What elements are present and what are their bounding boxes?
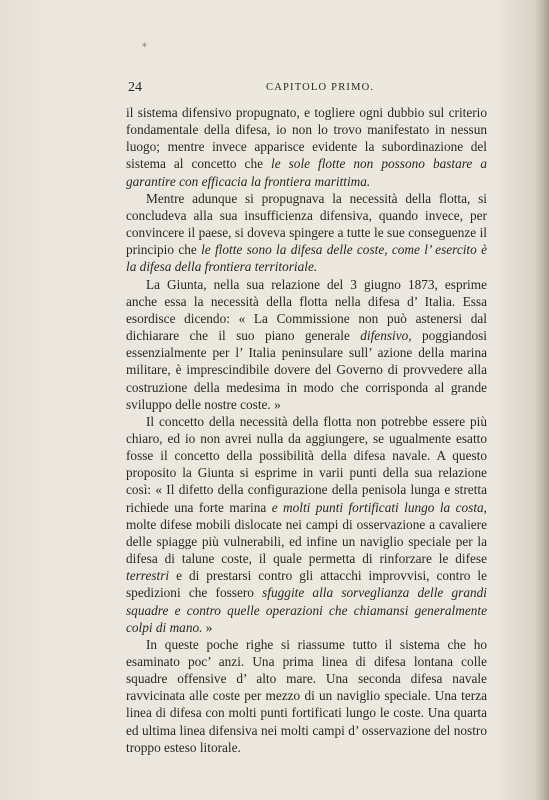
text-run: molte difese mobili dislocate nei campi di osservazione a cavaliere delle spiagge più vulnerabili, ed infine un naviglio speciale per la difesa di talune coste, il quale permetta di rinforzare le difese [126,516,487,567]
italic-run: sfuggite alla sorveglianza delle grandi squadre e contro quelle operazioni che chiamansi generalmente colpi di mano. [126,585,487,635]
paragraph-p2 [126,190,487,276]
italic-run: e molti punti fortificati lungo la costa, [271,499,487,515]
text-run: Il concetto della necessità della flotta non potrebbe essere più chiaro, ed io non avrei nulla da aggiungere, se ugualmente esatto fosse il concetto della possibilità della difesa navale. A questo proposito la Giunta si esprime in varii punti della sua relazione così: « Il difetto della configurazione della penisola lunga e stretta richiede una forte marina [126,413,487,515]
paragraph-p3 [126,276,487,413]
text-run: Mentre adunque si propugnava la necessità della flotta, si concludeva alla sua insufficienza difensiva, quando invece, per convincere il paese, si doveva spingere a tutte le sue conseguenze il principio che [126,190,487,258]
paragraph-p5 [126,636,487,756]
italic-run: difensivo, [360,328,412,344]
running-head: CAPITOLO PRIMO. [266,82,375,93]
text-run: il sistema difensivo propugnato, e togliere ogni dubbio sul criterio fondamentale della difesa, io non lo trovo manifestato in nessun luogo; mentre invece apparisce evidente la subordinazione del sistema al concetto che [126,105,487,172]
text-run: poggiandosi essenzialmente per l’ Italia peninsulare sull’ azione della marina militare, è imprescindibile dovere del Governo di provvedere alla costruzione della medesima in modo che corrisponda al grande sviluppo delle nostre coste. » [126,328,487,412]
paragraph-p4 [126,413,487,636]
body-text [126,104,487,756]
text-run: In queste poche righe si riassume tutto il sistema che ho esaminato poc’ anzi. Una prima linea di difesa lontana colle squadre offensive d’ alto mare. Una seconda difesa navale ravvicinata alle coste per mezzo di un naviglio speciale. Una terza linea di difesa con molti punti fortificati lungo le coste. Una quarta ed ultima linea difensiva nei molti campi d’ osservazione del nostro troppo esteso litorale. [126,636,487,755]
italic-run: terrestri [126,568,170,584]
page-spine-shadow [535,0,549,800]
paragraph-p1 [126,104,487,190]
italic-run: le flotte sono la difesa delle coste, come l’ esercito è la difesa della frontiera territoriale. [126,242,487,275]
italic-run: le sole flotte non possono bastare a garantire con efficacia la frontiera marittima. [126,156,487,189]
text-run: La Giunta, nella sua relazione del 3 giugno 1873, esprime anche essa la necessità della flotta nella difesa d’ Italia. Essa esordisce dicendo: « La Commissione non può astenersi dal dichiarare che il suo piano generale [126,276,487,344]
top-ink-mark: * [142,42,147,53]
page-header [126,80,486,96]
text-run: e di prestarsi contro gli attacchi improvvisi, contro le spedizioni che fossero [126,568,487,601]
page-number: 24 [128,80,142,95]
text-run: » [202,619,213,635]
